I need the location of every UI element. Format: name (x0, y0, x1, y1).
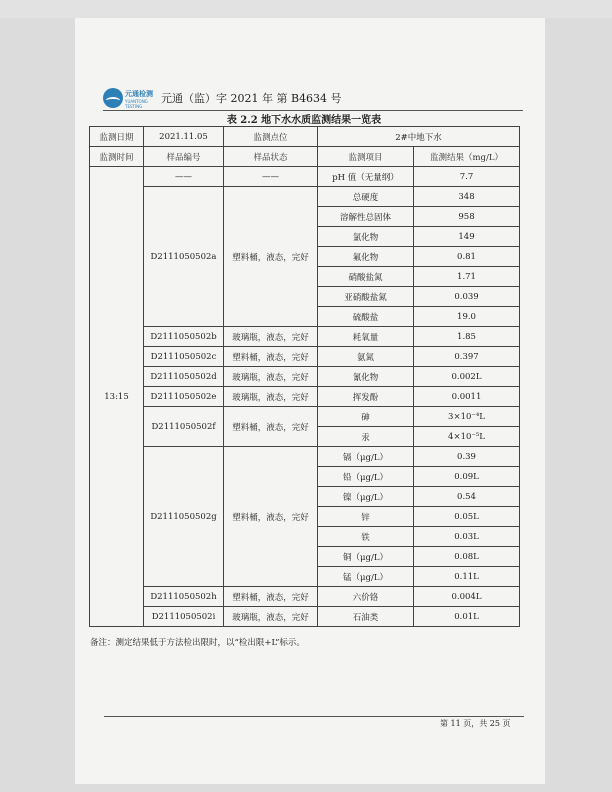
sample-cell: D2111050502i (144, 607, 224, 627)
table-row (90, 167, 520, 187)
state-cell: 塑料桶，液态，完好 (224, 587, 318, 607)
result-cell: 0.11L (414, 567, 520, 587)
label-monitor-date: 监测日期 (90, 127, 144, 147)
item-cell: 氰化物 (318, 367, 414, 387)
state-cell: 玻璃瓶，液态，完好 (224, 607, 318, 627)
sample-cell: D2111050502f (144, 407, 224, 447)
time-value: 13:15 (90, 167, 144, 627)
table-title: 表 2.2 地下水水质监测结果一览表 (226, 115, 382, 126)
item-cell: 石油类 (318, 607, 414, 627)
sample-cell: —— (144, 167, 224, 187)
table-row (90, 187, 520, 207)
item-cell: 铜（μg/L） (318, 547, 414, 567)
item-cell: 耗氧量 (318, 327, 414, 347)
state-cell: 玻璃瓶，液态，完好 (224, 387, 318, 407)
result-cell: 0.09L (414, 467, 520, 487)
table-row (90, 327, 520, 347)
item-cell: 总硬度 (318, 187, 414, 207)
result-cell: 0.002L (414, 367, 520, 387)
result-cell: 0.039 (414, 287, 520, 307)
label-sample-no: 样品编号 (144, 147, 224, 167)
item-cell: pH 值（无量纲） (318, 167, 414, 187)
groundwater-results-table (89, 126, 520, 627)
item-cell: 氟化物 (318, 247, 414, 267)
table-row (90, 407, 520, 427)
state-cell: 玻璃瓶，液态，完好 (224, 327, 318, 347)
item-cell: 锌 (318, 507, 414, 527)
result-cell: 0.004L (414, 587, 520, 607)
label-sample-state: 样品状态 (224, 147, 318, 167)
company-logo-icon (103, 88, 157, 108)
logo-text-cn: 元通检测 (125, 90, 153, 98)
result-cell: 0.0011 (414, 387, 520, 407)
item-cell: 氯化物 (318, 227, 414, 247)
date-value: 2021.11.05 (144, 127, 224, 147)
result-cell: 0.81 (414, 247, 520, 267)
label-monitor-point: 监测点位 (224, 127, 318, 147)
logo-text-en: YUANTONG TESTING (125, 99, 148, 109)
item-cell: 铅（μg/L） (318, 467, 414, 487)
sample-cell: D2111050502g (144, 447, 224, 587)
label-monitor-time: 监测时间 (90, 147, 144, 167)
sample-cell: D2111050502a (144, 187, 224, 327)
item-cell: 铁 (318, 527, 414, 547)
result-cell: 19.0 (414, 307, 520, 327)
sample-cell: D2111050502e (144, 387, 224, 407)
item-cell: 溶解性总固体 (318, 207, 414, 227)
table-note: 备注：测定结果低于方法检出限时，以“检出限+L”标示。 (90, 638, 305, 648)
table-row (90, 587, 520, 607)
table-header-row (90, 147, 520, 167)
item-cell: 亚硝酸盐氮 (318, 287, 414, 307)
state-cell: —— (224, 167, 318, 187)
result-cell: 3×10⁻⁴L (414, 407, 520, 427)
result-cell: 149 (414, 227, 520, 247)
result-cell: 4×10⁻⁵L (414, 427, 520, 447)
table-row (90, 447, 520, 467)
item-cell: 汞 (318, 427, 414, 447)
scan-top-margin (0, 0, 612, 18)
label-item: 监测项目 (318, 147, 414, 167)
item-cell: 锰（μg/L） (318, 567, 414, 587)
state-cell: 塑料桶，液态，完好 (224, 347, 318, 367)
result-cell: 0.05L (414, 507, 520, 527)
table-row (90, 607, 520, 627)
result-cell: 1.85 (414, 327, 520, 347)
state-cell: 玻璃瓶，液态，完好 (224, 367, 318, 387)
report-header (103, 86, 342, 110)
result-cell: 0.54 (414, 487, 520, 507)
item-cell: 氨氮 (318, 347, 414, 367)
result-cell: 348 (414, 187, 520, 207)
table-row (90, 367, 520, 387)
result-cell: 7.7 (414, 167, 520, 187)
point-value: 2#中地下水 (318, 127, 520, 147)
report-number: 元通（监）字 2021 年 第 B4634 号 (161, 92, 342, 105)
result-cell: 0.03L (414, 527, 520, 547)
table-row (90, 347, 520, 367)
result-cell: 0.39 (414, 447, 520, 467)
item-cell: 挥发酚 (318, 387, 414, 407)
item-cell: 六价铬 (318, 587, 414, 607)
state-cell: 塑料桶，液态，完好 (224, 447, 318, 587)
item-cell: 镉（μg/L） (318, 447, 414, 467)
item-cell: 镍（μg/L） (318, 487, 414, 507)
state-cell: 塑料桶，液态，完好 (224, 187, 318, 327)
state-cell: 塑料桶，液态，完好 (224, 407, 318, 447)
sample-cell: D2111050502b (144, 327, 224, 347)
result-cell: 0.397 (414, 347, 520, 367)
item-cell: 硝酸盐氮 (318, 267, 414, 287)
footer-divider (104, 716, 524, 717)
sample-cell: D2111050502h (144, 587, 224, 607)
result-cell: 0.08L (414, 547, 520, 567)
item-cell: 硫酸盐 (318, 307, 414, 327)
page-number: 第 11 页，共 25 页 (440, 719, 511, 728)
result-cell: 1.71 (414, 267, 520, 287)
sample-cell: D2111050502d (144, 367, 224, 387)
result-cell: 958 (414, 207, 520, 227)
item-cell: 砷 (318, 407, 414, 427)
result-cell: 0.01L (414, 607, 520, 627)
sample-cell: D2111050502c (144, 347, 224, 367)
table-row (90, 127, 520, 147)
label-result: 监测结果（mg/L） (414, 147, 520, 167)
table-row (90, 387, 520, 407)
